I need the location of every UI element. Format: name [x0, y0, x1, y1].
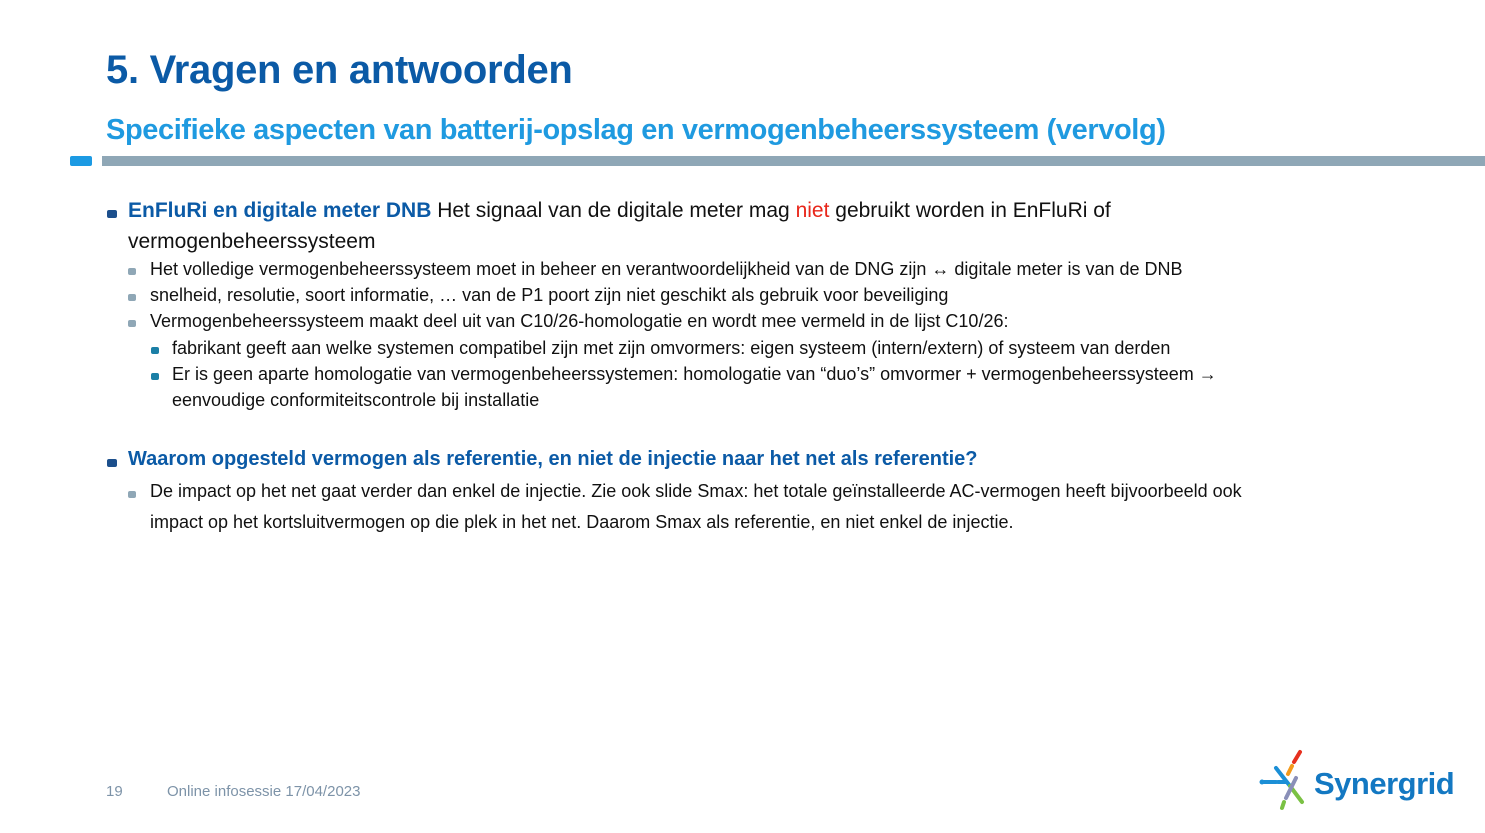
logo-text: Synergrid — [1314, 766, 1455, 801]
slide-title: 5. Vragen en antwoorden — [106, 48, 573, 92]
bullet-level3 — [151, 347, 159, 354]
bullet-level2 — [128, 491, 136, 498]
slide-subtitle: Specifieke aspecten van batterij-opslag en vermogenbeheerssysteem (vervolg) — [106, 114, 1166, 146]
section1-sub3b-line1: Er is geen aparte homologatie van vermogenbeheerssystemen: homologatie van “duo’s” omvormer + vermogenbeheerssysteem → — [172, 364, 1217, 384]
section1-line1 — [128, 199, 1111, 223]
section1-text-before: Het signaal van de digitale meter mag — [431, 199, 796, 222]
bullet-level2 — [128, 268, 136, 275]
bullet-level1 — [107, 210, 117, 218]
title-accent-mark — [70, 156, 92, 166]
bullet-level1 — [107, 459, 117, 467]
section1-sub1: Het volledige vermogenbeheerssysteem moet in beheer en verantwoordelijkheid van de DNG zijn ↔ digitale meter is van de DNB — [150, 259, 1183, 279]
bullet-level2 — [128, 294, 136, 301]
section1-sub3: Vermogenbeheerssysteem maakt deel uit van C10/26-homologatie en wordt mee vermeld in de lijst C10/26: — [150, 311, 1009, 331]
section1-heading: EnFluRi en digitale meter DNB — [128, 199, 432, 222]
section1-highlight: niet — [795, 199, 830, 222]
footer-event: Online infosessie 17/04/2023 — [167, 783, 361, 800]
bullet-level2 — [128, 320, 136, 327]
section2-heading: Waarom opgesteld vermogen als referentie, en niet de injectie naar het net als referentie? — [128, 448, 978, 470]
section1-sub3b-line2: eenvoudige conformiteitscontrole bij installatie — [172, 390, 540, 410]
title-divider — [102, 156, 1485, 166]
section2-sub1-line2: impact op het kortsluitvermogen op die plek in het net. Daarom Smax als referentie, en niet enkel de injectie. — [150, 512, 1014, 532]
section1-sub2: snelheid, resolutie, soort informatie, … van de P1 poort zijn niet geschikt als gebruik voor beveiliging — [150, 285, 949, 305]
bullet-level3 — [151, 373, 159, 380]
page-number: 19 — [106, 783, 123, 800]
section1-line2: vermogenbeheerssysteem — [128, 230, 376, 253]
section2-sub1-line1: De impact op het net gaat verder dan enkel de injectie. Zie ook slide Smax: het totale geïnstalleerde AC-vermogen heeft bijvoorbeeld ook — [150, 481, 1242, 501]
section1-sub3a: fabrikant geeft aan welke systemen compatibel zijn met zijn omvormers: eigen systeem (intern/extern) of systeem van derden — [172, 338, 1171, 358]
synergrid-logo — [1256, 744, 1456, 814]
section1-text-after: gebruikt worden in EnFluRi of — [829, 199, 1111, 222]
